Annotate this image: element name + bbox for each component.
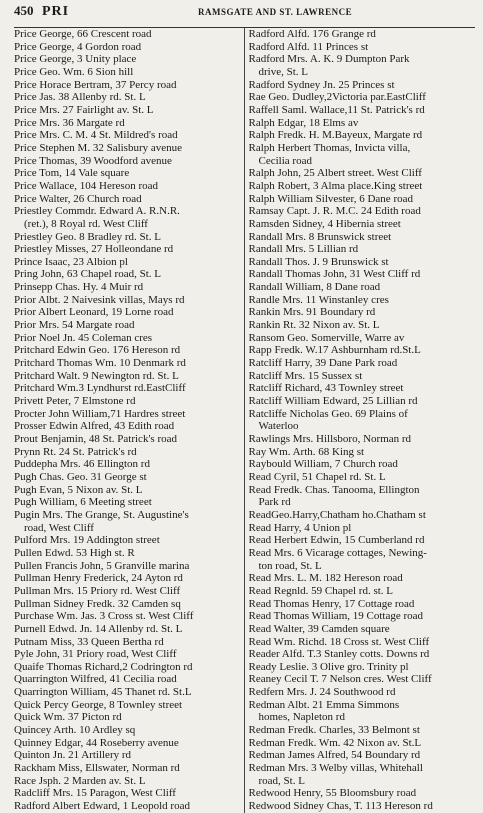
directory-entry: Redman James Alfred, 54 Boundary rd bbox=[248, 749, 421, 762]
directory-entry: Priestley Misses, 27 Holleondane rd bbox=[14, 243, 174, 256]
directory-entry: Prior Noel Jn. 45 Coleman cres bbox=[14, 331, 153, 344]
directory-entry: Ray Wm. Arth. 68 King st bbox=[248, 445, 365, 458]
directory-entry: Read Harry, 4 Union pl bbox=[248, 521, 352, 534]
directory-entry: Price Mrs. C. M. 4 St. Mildred's road bbox=[14, 129, 178, 142]
directory-entry-continuation: road, West Cliff bbox=[24, 521, 94, 534]
directory-entry: Prinsepp Chas. Hy. 4 Muir rd bbox=[14, 281, 144, 294]
directory-entry: Pritchard Thomas Wm. 10 Denmark rd bbox=[14, 357, 186, 370]
directory-entry: Rankin Mrs. 91 Boundary rd bbox=[248, 306, 376, 319]
directory-entry: Puddepha Mrs. 46 Ellington rd bbox=[14, 458, 150, 471]
directory-entry: Redman Albt. 21 Emma Simmons bbox=[248, 698, 400, 711]
directory-entry: Redfern Mrs. J. 24 Southwood rd bbox=[248, 686, 396, 699]
directory-entry: Randle Mrs. 11 Winstanley cres bbox=[248, 293, 389, 306]
directory-entry: Price Thomas, 39 Woodford avenue bbox=[14, 154, 172, 167]
directory-entry: Pulford Mrs. 19 Addington street bbox=[14, 534, 160, 547]
directory-entry: Radford Sydney Jn. 25 Princes st bbox=[248, 78, 395, 91]
directory-entry: Price George, 4 Gordon road bbox=[14, 40, 142, 53]
directory-entry: Ramsden Sidney, 4 Hibernia street bbox=[248, 217, 401, 230]
directory-entry: Ramsay Capt. J. R. M.C. 24 Edith road bbox=[248, 205, 421, 218]
directory-entry: Quarrington William, 45 Thanet rd. St.L bbox=[14, 686, 192, 699]
directory-entry: Price Jas. 38 Allenby rd. St. L bbox=[14, 91, 146, 104]
directory-entry-continuation: (ret.), 8 Royal rd. West Cliff bbox=[24, 217, 148, 230]
directory-entry: Ransom Geo. Somerville, Warre av bbox=[248, 331, 405, 344]
directory-entry: Redman Mrs. 3 Welby villas, Whitehall bbox=[248, 762, 423, 775]
directory-entry-continuation: ton road, St. L bbox=[258, 559, 322, 572]
page-code: PRI bbox=[42, 4, 70, 19]
directory-entry: Rae Geo. Dudley,2Victoria par.EastCliff bbox=[248, 91, 426, 104]
directory-entry-continuation: Waterloo bbox=[258, 420, 299, 433]
directory-entry: Priestley Geo. 8 Bradley rd. St. L bbox=[14, 230, 161, 243]
directory-entry: Randall William, 8 Dane road bbox=[248, 281, 381, 294]
directory-entry: Read Herbert Edwin, 15 Cumberland rd bbox=[248, 534, 425, 547]
directory-entry: Pritchard Walt. 9 Newington rd. St. L bbox=[14, 369, 179, 382]
page-heading: RAMSGATE AND ST. LAWRENCE bbox=[198, 7, 353, 17]
directory-entry: Purchase Wm. Jas. 3 Cross st. West Cliff bbox=[14, 610, 194, 623]
directory-entry: Prior Albert Leonard, 19 Lorne road bbox=[14, 306, 174, 319]
directory-entry: Ralph Edgar, 18 Elms av bbox=[248, 116, 359, 129]
page-number: 450 bbox=[14, 3, 34, 18]
directory-entry: Price Mrs. 27 Fairlight av. St. L bbox=[14, 103, 154, 116]
directory-entry: Rankin Rt. 32 Nixon av. St. L bbox=[248, 319, 380, 332]
directory-entry: Reader Alfd. T.3 Stanley cotts. Downs rd bbox=[248, 648, 430, 661]
directory-entry: Price Tom, 14 Vale square bbox=[14, 167, 130, 180]
directory-entry: Privett Peter, 7 Elmstone rd bbox=[14, 395, 136, 408]
directory-entry-continuation: Park rd bbox=[258, 496, 291, 509]
directory-entry: Price Stephen M. 32 Salisbury avenue bbox=[14, 141, 183, 154]
directory-entry: Radford Alfd. 176 Grange rd bbox=[248, 28, 376, 40]
directory-entry: Ratcliff Richard, 43 Townley street bbox=[248, 382, 404, 395]
directory-entry: Quinton Jn. 21 Artillery rd bbox=[14, 749, 132, 762]
directory-entry: Read Cyril, 51 Chapel rd. St. L bbox=[248, 470, 386, 483]
directory-entry: Raybould William, 7 Church road bbox=[248, 458, 398, 471]
directory-entry: Randall Mrs. 5 Lillian rd bbox=[248, 243, 359, 256]
directory-entry: Ralph John, 25 Albert street. West Cliff bbox=[248, 167, 422, 180]
directory-entry: Redwood Sidney Chas, T. 113 Hereson rd bbox=[248, 800, 433, 813]
directory-entry: Reaney Cecil T. 7 Nelson cres. West Cliff bbox=[248, 673, 432, 686]
directory-entry: ReadGeo.Harry,Chatham ho.Chatham st bbox=[248, 508, 426, 521]
directory-entry: Ratcliffe Nicholas Geo. 69 Plains of bbox=[248, 407, 408, 420]
directory-entry: Price George, 3 Unity place bbox=[14, 53, 137, 66]
directory-entry: Radcliff Mrs. 15 Paragon, West Cliff bbox=[14, 787, 176, 800]
right-column bbox=[245, 28, 476, 813]
directory-entry: Ready Leslie. 3 Olive gro. Trinity pl bbox=[248, 660, 409, 673]
directory-entry: Read Regnld. 59 Chapel rd. st. L bbox=[248, 584, 394, 597]
directory-columns bbox=[14, 27, 475, 813]
directory-entry: Quinney Edgar, 44 Roseberry avenue bbox=[14, 736, 179, 749]
directory-entry: Purnell Edwd. Jn. 14 Allenby rd. St. L bbox=[14, 622, 183, 635]
directory-entry: Randall Thos. J. 9 Brunswick st bbox=[248, 255, 389, 268]
directory-entry: Radford Albert Edward, 1 Leopold road bbox=[14, 800, 190, 813]
directory-entry: Redwood Henry, 55 Bloomsbury road bbox=[248, 787, 417, 800]
directory-entry: Redman Fredk. Charles, 33 Belmont st bbox=[248, 724, 420, 737]
directory-entry: Price Walter, 26 Church road bbox=[14, 192, 142, 205]
directory-entry: Read Fredk. Chas. Tanooma, Ellington bbox=[248, 483, 420, 496]
directory-entry: Pullen Edwd. 53 High st. R bbox=[14, 546, 135, 559]
directory-entry: Quick Wm. 37 Picton rd bbox=[14, 711, 122, 724]
directory-entry: Read Walter, 39 Camden square bbox=[248, 622, 390, 635]
directory-entry: Radford Alfd. 11 Princes st bbox=[248, 40, 369, 53]
directory-entry: Pritchard Wm.3 Lyndhurst rd.EastCliff bbox=[14, 382, 186, 395]
directory-entry: Prince Isaac, 23 Albion pl bbox=[14, 255, 128, 268]
directory-entry: Read Wm. Richd. 18 Cross st. West Cliff bbox=[248, 635, 430, 648]
directory-entry: Prosser Edwin Alfred, 43 Edith road bbox=[14, 420, 175, 433]
directory-entry: Price George, 66 Crescent road bbox=[14, 28, 152, 40]
directory-entry: Rapp Fredk. W.17 Ashburnham rd.St.L bbox=[248, 344, 421, 357]
directory-entry: Quaife Thomas Richard,2 Codrington rd bbox=[14, 660, 193, 673]
directory-entry: Read Thomas Henry, 17 Cottage road bbox=[248, 597, 415, 610]
directory-entry: Pugh Evan, 5 Nixon av. St. L bbox=[14, 483, 143, 496]
directory-entry: Priestley Commdr. Edward A. R.N.R. bbox=[14, 205, 180, 218]
directory-entry: Ralph William Silvester, 6 Dane road bbox=[248, 192, 413, 205]
directory-entry: Prout Benjamin, 48 St. Patrick's road bbox=[14, 433, 177, 445]
directory-entry: Ralph Robert, 3 Alma place.King street bbox=[248, 179, 423, 192]
directory-entry: Pritchard Edwin Geo. 176 Hereson rd bbox=[14, 344, 181, 357]
directory-entry: Read Mrs. 6 Vicarage cottages, Newing- bbox=[248, 546, 427, 559]
directory-entry: Price Horace Bertram, 37 Percy road bbox=[14, 78, 177, 91]
directory-entry: Pyle John, 31 Priory road, West Cliff bbox=[14, 648, 177, 661]
directory-entry: Pugin Mrs. The Grange, St. Augustine's bbox=[14, 508, 189, 521]
directory-entry: Ratcliff Harry, 39 Dane Park road bbox=[248, 357, 398, 370]
left-column bbox=[14, 28, 245, 813]
directory-entry: Pullen Francis John, 5 Granville marina bbox=[14, 559, 190, 572]
directory-entry: Redman Fredk. Wm. 42 Nixon av. St.L bbox=[248, 736, 422, 749]
directory-entry: Radford Mrs. A. K. 9 Dumpton Park bbox=[248, 53, 410, 66]
directory-entry: Putnam Miss, 33 Queen Bertha rd bbox=[14, 635, 164, 648]
directory-entry: Randall Thomas John, 31 West Cliff rd bbox=[248, 268, 421, 281]
directory-entry: Prynn Rt. 24 St. Patrick's rd bbox=[14, 445, 137, 458]
directory-entry: Randall Mrs. 8 Brunswick street bbox=[248, 230, 392, 243]
directory-entry: Quarrington Wilfred, 41 Cecilia road bbox=[14, 673, 177, 686]
directory-entry: Procter John William,71 Hardres street bbox=[14, 407, 186, 420]
directory-entry: Quick Percy George, 8 Townley street bbox=[14, 698, 183, 711]
directory-entry: Prior Albt. 2 Naivesink villas, Mays rd bbox=[14, 293, 185, 306]
directory-entry: Price Mrs. 36 Margate rd bbox=[14, 116, 125, 129]
directory-entry: Ralph Herbert Thomas, Invicta villa, bbox=[248, 141, 411, 154]
directory-entry: Raffell Saml. Wallace,11 St. Patrick's rd bbox=[248, 103, 425, 116]
directory-entry-continuation: drive, St. L bbox=[258, 65, 308, 78]
directory-entry: Ratcliff Mrs. 15 Sussex st bbox=[248, 369, 363, 382]
directory-entry: Read Mrs. L. M. 182 Hereson road bbox=[248, 572, 403, 585]
directory-entry: Rawlings Mrs. Hillsboro, Norman rd bbox=[248, 433, 412, 445]
directory-entry: Pullman Sidney Fredk. 32 Camden sq bbox=[14, 597, 181, 610]
directory-entry: Prior Mrs. 54 Margate road bbox=[14, 319, 135, 332]
directory-entry-continuation: Cecilia road bbox=[258, 154, 312, 167]
directory-entry: Quincey Arth. 10 Ardley sq bbox=[14, 724, 136, 737]
directory-entry: Rackham Miss, Ellswater, Norman rd bbox=[14, 762, 180, 775]
directory-entry: Price Wallace, 104 Hereson road bbox=[14, 179, 158, 192]
directory-entry: Race Jsph. 2 Marden av. St. L bbox=[14, 774, 146, 787]
directory-entry: Ralph Fredk. H. M.Bayeux, Margate rd bbox=[248, 129, 423, 142]
directory-entry: Ratcliff William Edward, 25 Lillian rd bbox=[248, 395, 418, 408]
directory-entry: Price Geo. Wm. 6 Sion hill bbox=[14, 65, 134, 78]
directory-entry-continuation: road, St. L bbox=[258, 774, 305, 787]
page-header bbox=[14, 3, 475, 27]
directory-entry: Pullman Mrs. 15 Priory rd. West Cliff bbox=[14, 584, 181, 597]
directory-entry: Pring John, 63 Chapel road, St. L bbox=[14, 268, 161, 281]
directory-entry: Pugh Chas. Geo. 31 George st bbox=[14, 470, 147, 483]
directory-entry: Pullman Henry Frederick, 24 Ayton rd bbox=[14, 572, 183, 585]
directory-entry-continuation: homes, Napleton rd bbox=[258, 711, 345, 724]
directory-entry: Read Thomas William, 19 Cottage road bbox=[248, 610, 424, 623]
directory-entry: Pugh William, 6 Meeting street bbox=[14, 496, 152, 509]
